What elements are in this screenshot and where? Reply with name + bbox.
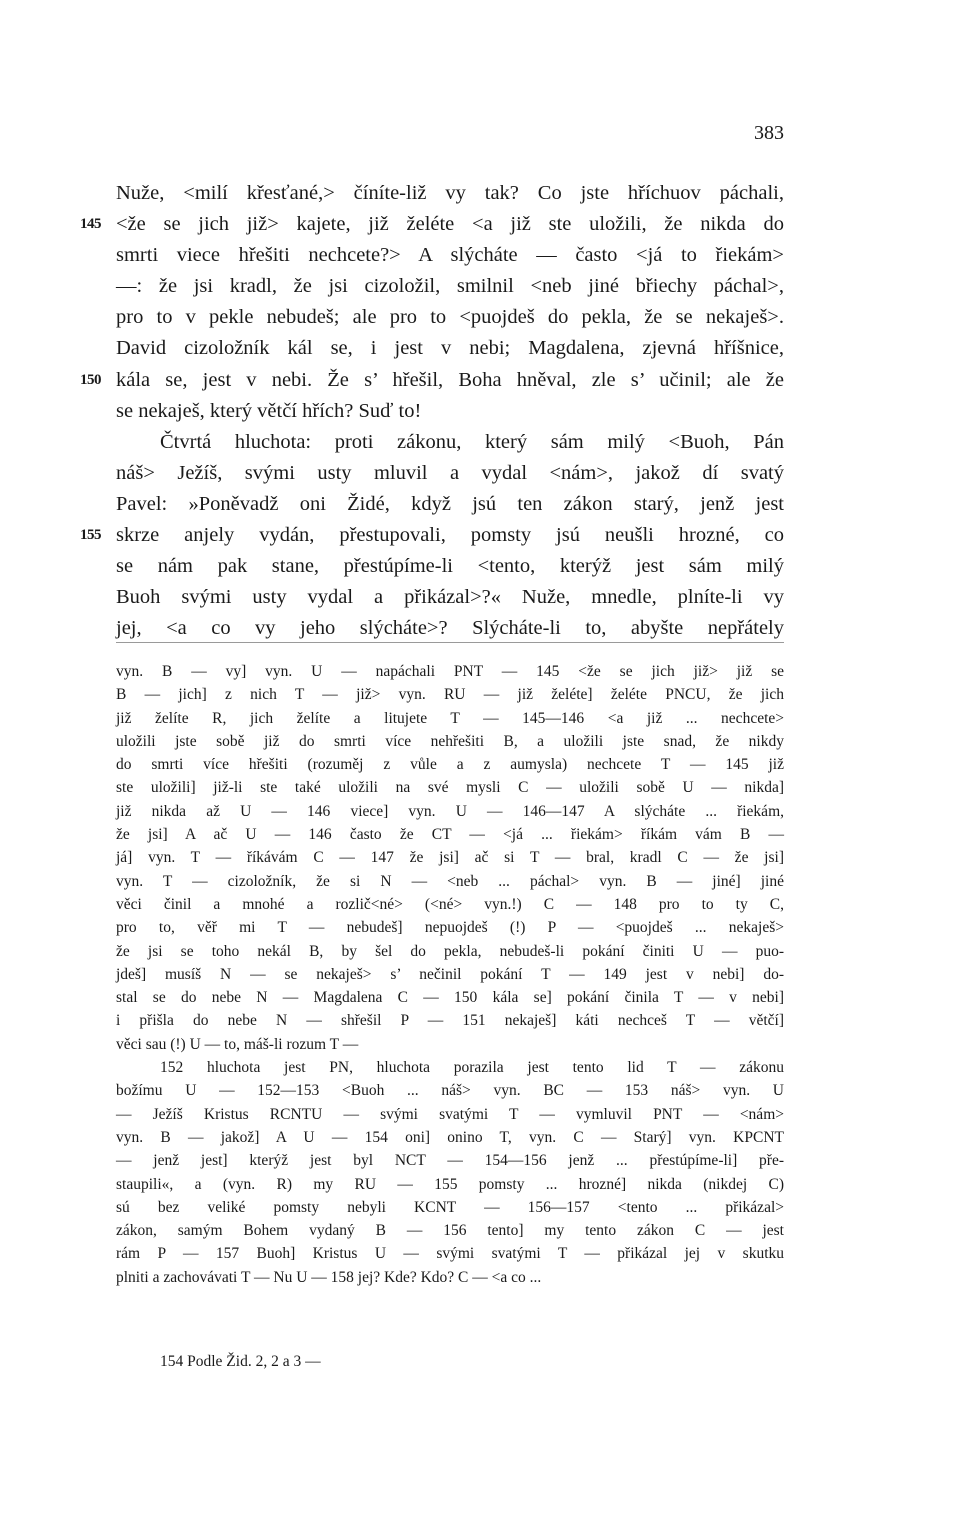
apparatus-line: již nikda až U — 146 viece] vyn. U — 146—147 A slýcháte ... řiekám,	[116, 802, 784, 820]
critical-apparatus	[0, 660, 960, 1289]
text-line	[0, 302, 784, 333]
apparatus-line: plniti a zachovávati T — Nu U — 158 jej? Kde? Kdo? C — <a co ...	[116, 1268, 542, 1286]
source-note: 154 Podle Žid. 2, 2 a 3 —	[160, 1353, 321, 1370]
apparatus-line: staupili«, a (vyn. R) my RU — 155 pomsty ... hrozné] nikda (nikdej C)	[116, 1175, 784, 1193]
text-line	[0, 209, 784, 240]
apparatus-line: věci činil a mnohé a rozlič<né> (<né> vyn.!) C — 148 pro to ty C,	[116, 895, 784, 913]
apparatus-line: rám P — 157 Buoh] Kristus U — svými svatými T — přikázal jej v skutku	[116, 1245, 784, 1263]
apparatus-line: 152 hluchota jest PN, hluchota porazila jest tento lid T — zákonu	[160, 1059, 784, 1077]
apparatus-line: uložili jste sobě již do smrti více nehřešiti B, a uložili jste snad, že nikdy	[116, 732, 784, 750]
text-line-content: se nám pak stane, přestúpíme-li <tento, kterýž jest sám milý	[116, 555, 784, 578]
text-line	[0, 333, 784, 364]
apparatus-line: stal se do nebe N — Magdalena C — 150 kála se] pokání činila T — v nebi]	[116, 989, 784, 1007]
text-line-content: Nuže, <milí křesťané,> číníte-liž vy tak? Co jste hříchuov páchali,	[116, 182, 784, 204]
text-line-content: skrze anjely vydán, přestupovali, pomsty jsú neušli hrozné, co	[116, 524, 784, 547]
text-line	[0, 271, 784, 302]
text-line-content: —: že jsi kradl, že jsi cizoložil, smilnil <neb jiné břiechy páchal>,	[116, 275, 784, 298]
line-number: 145	[80, 216, 101, 233]
text-line-content: se nekaješ, který větčí hřích? Suď to!	[116, 399, 422, 422]
text-line-content: <že se jich již> kajete, již želéte <a již ste uložili, že nikda do	[116, 213, 784, 236]
apparatus-line: — Ježíš Kristus RCNTU — svými svatými T — vymluvil PNT — <nám>	[116, 1105, 784, 1123]
page-number: 383	[754, 122, 784, 144]
apparatus-line: ste uložili] již-li ste také uložili na své mysli C — uložili sobě U — nikda]	[116, 779, 784, 797]
apparatus-line: do smrti více hřešiti (rozuměj z vůle a z aumysla) nechcete T — 145 již	[116, 756, 784, 774]
apparatus-line: i přišla do nebe N — shřešil P — 151 nekaješ] káti nechceš T — větčí]	[116, 1012, 784, 1030]
text-line	[0, 365, 784, 396]
text-line	[0, 489, 784, 520]
text-line	[0, 240, 784, 271]
text-line	[0, 520, 784, 551]
text-line-content: jej, <a co vy jeho slýcháte>? Slýcháte-li to, abyšte nepřátely	[116, 617, 784, 640]
apparatus-line: že jsi] A ač U — 146 často že CT — <já ... řiekám> říkám vám B —	[116, 826, 784, 844]
apparatus-line: B — jich] z nich T — již> vyn. RU — již želéte] želéte PNCU, že jich	[116, 686, 784, 704]
apparatus-line: jdeš] musíš N — se nekaješ> s’ nečinil pokání T — 149 jest v nebi] do-	[116, 965, 784, 983]
apparatus-line: já] vyn. T — říkávám C — 147 že jsi] ač si T — bral, kradl C — že jsi]	[116, 849, 784, 867]
apparatus-line: zákon, samým Bohem vydaný B — 156 tento] my tento zákon C — jest	[116, 1222, 784, 1240]
text-line-content: náš> Ježíš, svými usty mluvil a vydal <nám>, jakož dí svatý	[116, 461, 784, 484]
apparatus-line: — jenž jest] kterýž jest byl NCT — 154—156 jenž ... přestúpíme-li] pře-	[116, 1152, 784, 1170]
footnote-divider	[116, 642, 784, 643]
text-line	[0, 396, 784, 427]
text-line-content: Čtvrtá hluchota: proti zákonu, který sám milý <Buoh, Pán	[160, 430, 784, 453]
text-line	[0, 427, 784, 458]
text-line	[0, 613, 784, 644]
apparatus-line: již želíte R, jich želíte a litujete T — 145—146 <a již ... nechcete>	[116, 709, 784, 727]
text-line	[0, 178, 784, 209]
main-text	[0, 178, 960, 644]
apparatus-line: vyn. T — cizoložník, že si N — <neb ... páchal> vyn. B — jiné] jiné	[116, 872, 784, 890]
line-number: 155	[80, 527, 101, 544]
text-line-content: smrti viece hřešiti nechcete?> A slýcháte — často <já to řiekám>	[116, 244, 784, 267]
text-line	[0, 458, 784, 489]
apparatus-line: sú bez veliké pomsty nebyli KCNT — 156—157 <tento ... přikázal>	[116, 1198, 784, 1216]
text-line	[0, 582, 784, 613]
apparatus-line: vyn. B — jakož] A U — 154 oni] onino T, vyn. C — Starý] vyn. KPCNT	[116, 1128, 784, 1146]
apparatus-line: že jsi se toho nekál B, by šel do pekla, nebudeš-li pokání činiti U — puo-	[116, 942, 784, 960]
text-line-content: Pavel: »Poněvadž oni Židé, když jsú ten zákon starý, jenž jest	[116, 492, 784, 515]
text-line	[0, 551, 784, 582]
apparatus-line: věci sau (!) U — to, máš-li rozum T —	[116, 1035, 359, 1053]
text-line-content: kála se, jest v nebi. Že s’ hřešil, Boha hněval, zle s’ učinil; ale že	[116, 368, 784, 391]
apparatus-line: božímu U — 152—153 <Buoh ... náš> vyn. BC — 153 náš> vyn. U	[116, 1082, 784, 1100]
apparatus-line: vyn. B — vy] vyn. U — napáchali PNT — 145 <že se jich již> již se	[116, 663, 784, 680]
text-line-content: Buoh svými usty vydal a přikázal>?« Nuže, mnedle, plníte-li vy	[116, 586, 784, 609]
text-line-content: pro to v pekle nebudeš; ale pro to <puojdeš do pekla, že se nekaješ>.	[116, 306, 784, 329]
text-line-content: David cizoložník kál se, i jest v nebi; Magdalena, zjevná hříšnice,	[116, 337, 784, 360]
line-number: 150	[80, 371, 101, 388]
apparatus-line: pro to, věř mi T — nebudeš] nepuojdeš (!) P — <puojdeš ... nekaješ>	[116, 919, 784, 937]
